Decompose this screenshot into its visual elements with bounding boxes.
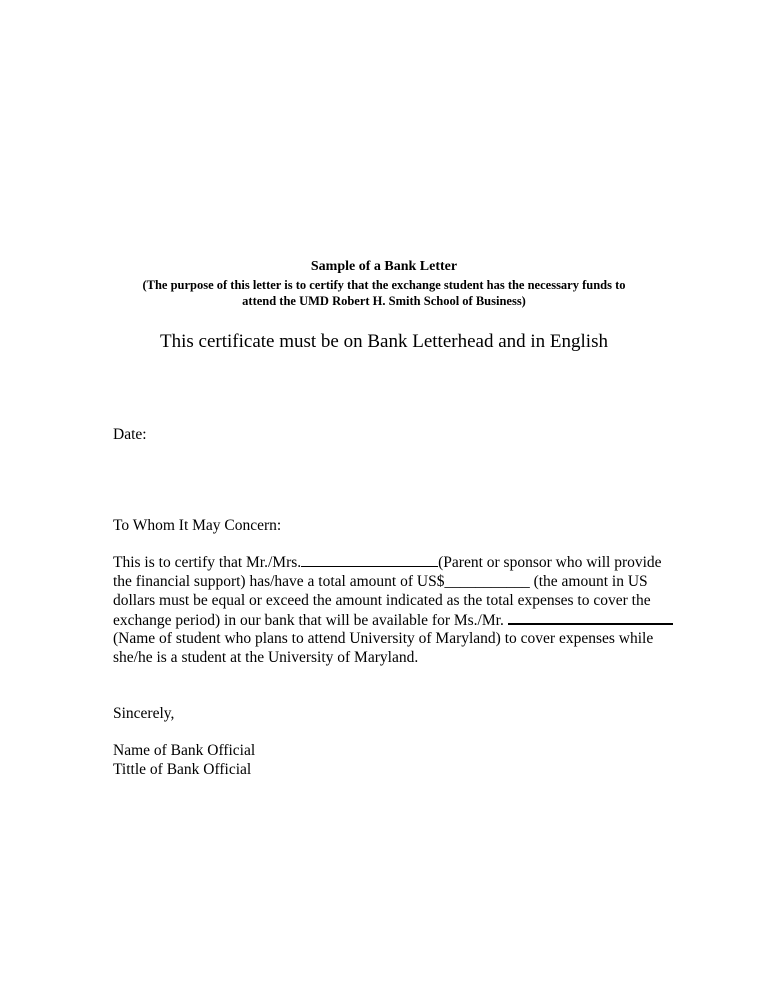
body-line-6: she/he is a student at the University of Maryland. xyxy=(113,649,419,666)
salutation: To Whom It May Concern: xyxy=(113,517,282,534)
heading: Sample of a Bank Letter xyxy=(310,259,458,274)
closing: Sincerely, xyxy=(113,705,175,722)
body-line-4 xyxy=(113,610,673,630)
subheading-line-2: attend the UMD Robert H. Smith School of Business) xyxy=(242,294,526,308)
body-text: (Parent or sponsor who will provide xyxy=(438,554,662,571)
body-line-2: the financial support) has/have a total amount of US$___________ (the amount in US xyxy=(113,573,648,590)
subheading-line-1: (The purpose of this letter is to certify that the exchange student has the necessary funds to xyxy=(142,278,626,292)
date-label: Date: xyxy=(113,426,147,443)
body-text: This is to certify that Mr./Mrs. xyxy=(113,554,302,571)
signer-name: Name of Bank Official xyxy=(113,742,256,759)
body-line-3: dollars must be equal or exceed the amount indicated as the total expenses to cover the xyxy=(113,592,651,609)
signer-title: Tittle of Bank Official xyxy=(113,761,252,778)
student-name-blank xyxy=(508,610,673,625)
body-line-1 xyxy=(113,553,662,572)
subheading xyxy=(0,277,768,309)
sponsor-name-blank xyxy=(301,553,438,567)
body-text: exchange period) in our bank that will be available for Ms./Mr. xyxy=(113,612,504,629)
requirement-text: This certificate must be on Bank Letterhead and in English xyxy=(160,331,608,352)
body-line-5: (Name of student who plans to attend University of Maryland) to cover expenses while xyxy=(113,630,654,647)
